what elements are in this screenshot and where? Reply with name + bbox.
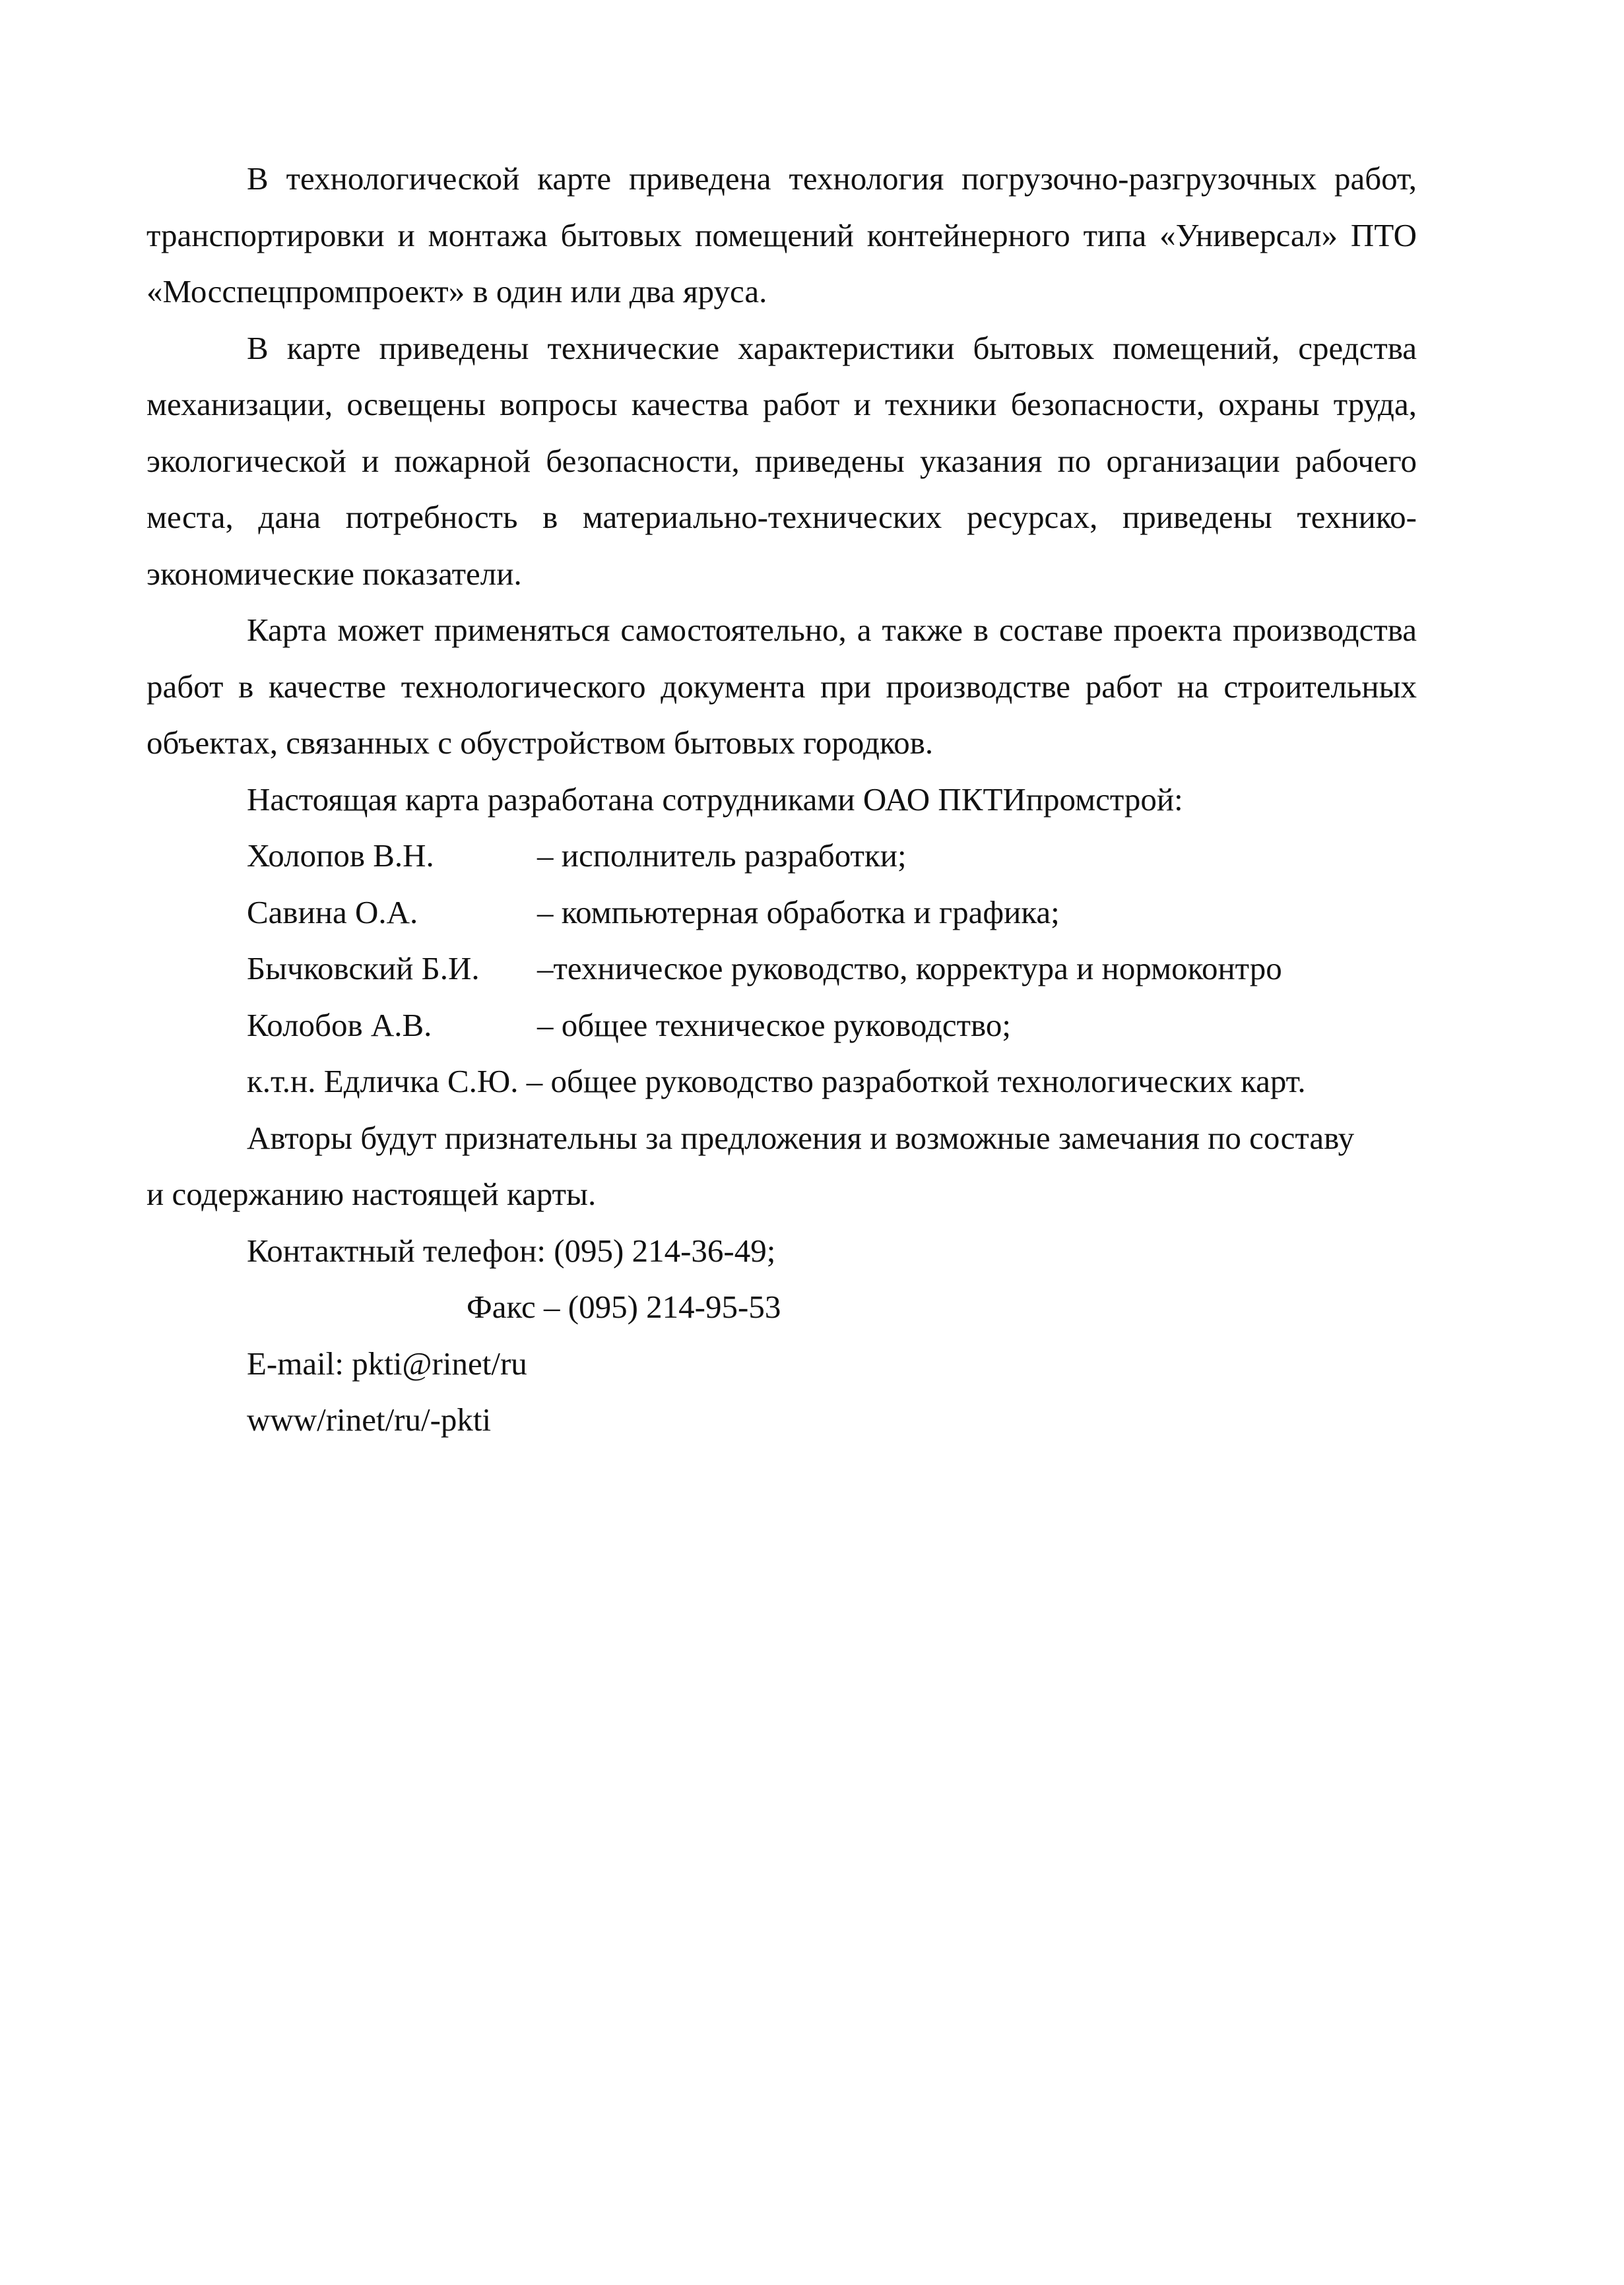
author-name: Бычковский Б.И. [247, 950, 480, 986]
feedback-line-2: и содержанию настоящей карты. [146, 1176, 597, 1212]
contact-email: E-mail: pkti@rinet/ru [247, 1345, 527, 1382]
author-name: Савина О.А. [247, 893, 418, 930]
author-row [146, 997, 1417, 1054]
contact-fax: Факс – (095) 214-95-53 [467, 1289, 781, 1325]
author-name: Колобов А.В. [247, 1006, 432, 1043]
contact-phone: Контактный телефон: (095) 214-36-49; [247, 1232, 776, 1269]
contact-web: www/rinet/ru/-pkti [247, 1401, 492, 1438]
document-body [146, 150, 1417, 1448]
lead-author: к.т.н. Едличка С.Ю. – общее руководство разработкой технологических карт. [247, 1063, 1306, 1099]
author-row [146, 827, 1417, 884]
authors-intro: Настоящая карта разработана сотрудниками ОАО ПКТИпромстрой: [247, 781, 1183, 818]
paragraph-contents: В карте приведены технические характеристики бытовых помещений, средства механизации, освещены вопросы качества работ и техники безопасности, охраны труда, экологической и пожарной безопасности, приведены указания по организации рабочего места, дана потребность в материально-технических ресурсах, приведены технико-экономические показатели. [146, 329, 1417, 592]
author-role: – компьютерная обработка и графика; [537, 893, 1060, 930]
paragraph-scope: В технологической карте приведена технология погрузочно-разгрузочных работ, транспортировки и монтажа бытовых помещений контейнерного типа «Универсал» ПТО «Мосспецпромпроект» в один или два яруса. [146, 160, 1417, 309]
author-row [146, 940, 1417, 997]
author-name: Холопов В.Н. [247, 837, 434, 874]
author-role: – исполнитель разработки; [537, 837, 907, 874]
feedback-line-1: Авторы будут признательны за предложения и возможные замечания по составу [247, 1119, 1355, 1156]
paragraph-application: Карта может применяться самостоятельно, а также в составе проекта производства работ в качестве технологического документа при производстве работ на строительных объектах, связанных с обустройством бытовых городков. [146, 612, 1417, 761]
author-row [146, 884, 1417, 941]
author-role: – общее техническое руководство; [537, 1006, 1011, 1043]
author-role: –техническое руководство, корректура и нормоконтро [537, 950, 1282, 986]
